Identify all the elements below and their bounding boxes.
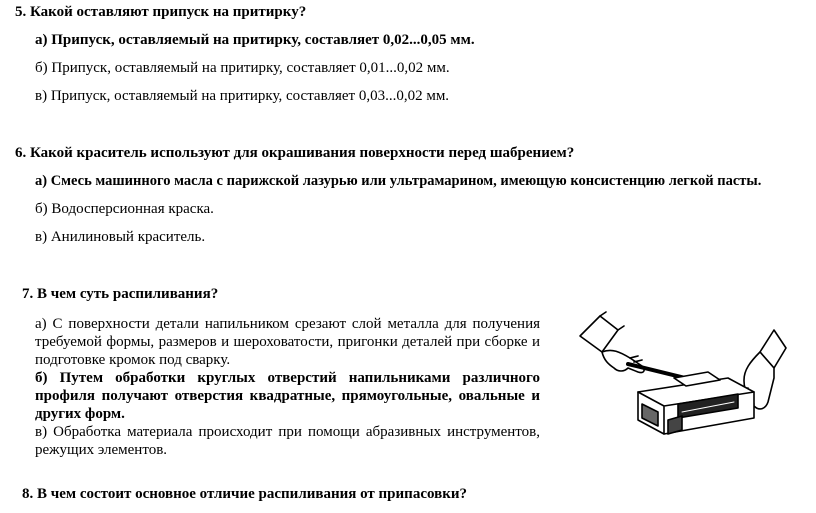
- question-7-title: 7. В чем суть распиливания?: [22, 286, 219, 302]
- question-5-title: 5. Какой оставляют припуск на притирку?: [15, 4, 307, 20]
- answer-7c: в) Обработка материала происходит при помощи абразивных инструментов, режущих элементов.: [35, 424, 540, 458]
- filing-illustration-icon: [578, 308, 788, 448]
- answer-6b: б) Водосперсионная краска.: [35, 201, 214, 217]
- answer-5a: а) Припуск, оставляемый на притирку, составляет 0,02...0,05 мм.: [35, 32, 475, 48]
- answer-6a: а) Смесь машинного масла с парижской лазурью или ультрамарином, имеющую консистенцию легкой пасты.: [35, 173, 762, 189]
- question-8-title: 8. В чем состоит основное отличие распиливания от припасовки?: [22, 486, 467, 502]
- answer-6c: в) Анилиновый краситель.: [35, 229, 206, 245]
- answer-5c: в) Припуск, оставляемый на притирку, составляет 0,03...0,02 мм.: [35, 88, 450, 104]
- answer-7b: б) Путем обработки круглых отверстий напильниками различного профиля получают отверстия квадратные, прямоугольные, овальные и других форм.: [35, 370, 540, 422]
- answer-7a: а) С поверхности детали напильником срезают слой металла для получения требуемой формы, размеров и шероховатости, пригонки деталей при сборке и подготовке кромок под сварку.: [35, 316, 540, 368]
- answer-5b: б) Припуск, оставляемый на притирку, составляет 0,01...0,02 мм.: [35, 60, 450, 76]
- question-6-title: 6. Какой краситель используют для окрашивания поверхности перед шабрением?: [15, 145, 575, 161]
